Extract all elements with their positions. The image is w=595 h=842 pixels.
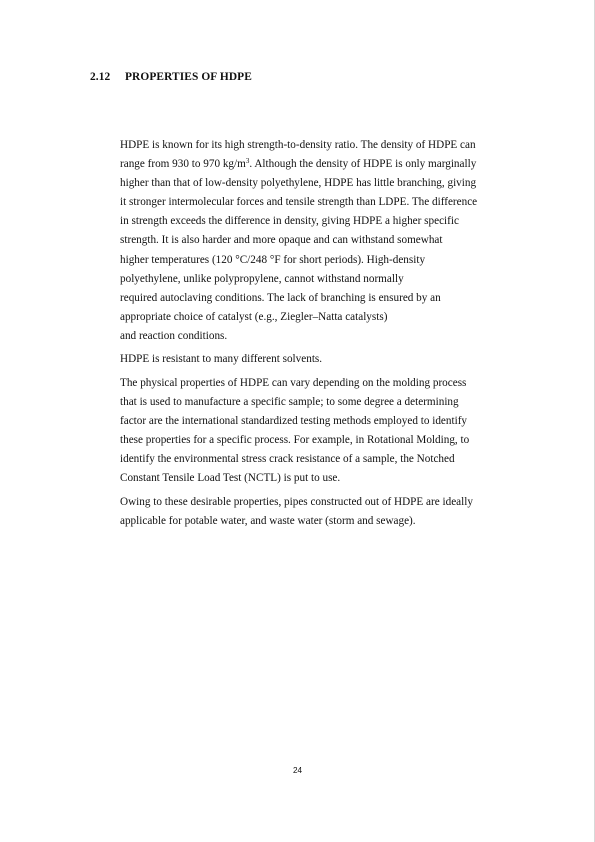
section-number: 2.12 bbox=[90, 71, 111, 83]
text-line: that is used to manufacture a specific sample; to some degree a determining bbox=[120, 396, 459, 408]
text-line: in strength exceeds the difference in density, giving HDPE a higher specific bbox=[120, 215, 459, 228]
text-line: applicable for potable water, and waste water (storm and sewage). bbox=[120, 514, 416, 527]
paragraph-applications bbox=[120, 493, 510, 531]
section-title: PROPERTIES OF HDPE bbox=[125, 71, 252, 83]
text-line: Owing to these desirable properties, pipes constructed out of HDPE are ideally bbox=[120, 495, 473, 508]
text-line: required autoclaving conditions. The lack of branching is ensured by an bbox=[120, 291, 441, 304]
paragraph-density bbox=[120, 136, 510, 346]
text-line: factor are the international standardized testing methods employed to identify bbox=[120, 415, 468, 428]
text-line: and reaction conditions. bbox=[120, 329, 228, 342]
text-line: polyethylene, unlike polypropylene, cannot withstand normally bbox=[120, 272, 404, 285]
text-line: HDPE is resistant to many different solvents. bbox=[120, 353, 323, 366]
text-line: identify the environmental stress crack resistance of a sample, the Notched bbox=[120, 453, 455, 466]
paragraph-solvents bbox=[120, 350, 510, 369]
text-line: Constant Tensile Load Test (NCTL) is put to use. bbox=[120, 472, 341, 485]
text-fragment: range from 930 to 970 kg/m bbox=[120, 158, 246, 171]
text-line: appropriate choice of catalyst (e.g., Ziegler–Natta catalysts) bbox=[120, 310, 388, 323]
text-line: these properties for a specific process. For example, in Rotational Molding, to bbox=[120, 434, 470, 447]
text-line: higher temperatures (120 °C/248 °F for short periods). High-density bbox=[120, 253, 426, 266]
page-number: 24 bbox=[292, 766, 303, 775]
text-line: HDPE is known for its high strength-to-density ratio. The density of HDPE can bbox=[120, 139, 476, 151]
section-heading bbox=[90, 71, 252, 83]
text-line: strength. It is also harder and more opaque and can withstand somewhat bbox=[120, 234, 443, 247]
text-line: it stronger intermolecular forces and tensile strength than LDPE. The difference bbox=[120, 196, 478, 209]
text-line: The physical properties of HDPE can vary depending on the molding process bbox=[120, 376, 467, 389]
paragraph-physical-properties bbox=[120, 374, 510, 489]
body-text bbox=[120, 136, 510, 535]
text-fragment: . Although the density of HDPE is only marginally bbox=[249, 158, 477, 171]
text-line: higher than that of low-density polyethylene, HDPE has little branching, giving bbox=[120, 177, 477, 190]
superscript: 3 bbox=[245, 157, 250, 166]
text-line bbox=[120, 155, 510, 174]
